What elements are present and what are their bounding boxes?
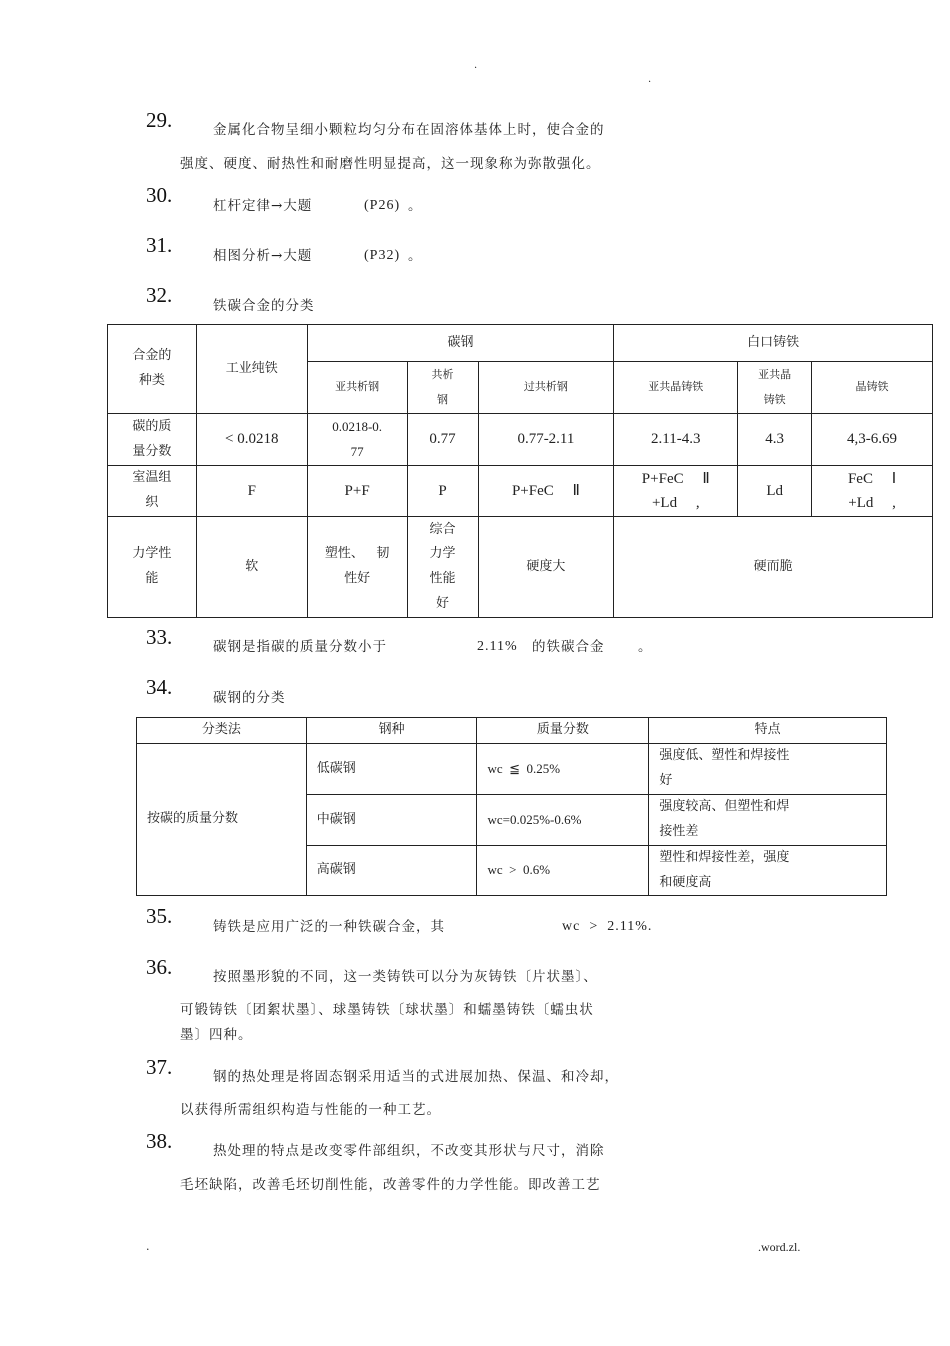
item-text: 毛坯缺陷，改善毛坯切削性能，改善零件的力学性能。即改善工艺 xyxy=(180,1177,601,1193)
cell: P+F xyxy=(307,466,407,517)
cell: 0.0218-0. 77 xyxy=(307,414,407,466)
cell: P xyxy=(407,466,478,517)
footer-source: .word.zl. xyxy=(758,1240,801,1254)
item-number: 31. xyxy=(146,233,173,257)
header-dot: . xyxy=(474,60,478,71)
cell: FeC Ⅰ +Ld , xyxy=(812,466,933,517)
item-text: 按照墨形貌的不同，这一类铸铁可以分为灰铸铁〔片状墨〕、 xyxy=(213,969,598,985)
item-end: 。 xyxy=(408,248,423,264)
item-text: 以获得所需组织构造与性能的一种工艺。 xyxy=(180,1102,441,1118)
cell: F xyxy=(196,466,307,517)
subheader: 晶铸铁 xyxy=(812,362,933,414)
cell: 综合 力学 性能 好 xyxy=(407,517,478,618)
row-label: 碳的质 量分数 xyxy=(108,414,197,466)
item-value: 2.11% xyxy=(477,639,518,654)
cell: 硬度大 xyxy=(478,517,614,618)
item-ref: (P32) xyxy=(364,248,401,263)
col-header: 分类法 xyxy=(137,718,307,744)
item-text: 墨〕四种。 xyxy=(180,1027,253,1043)
col-header: 特点 xyxy=(649,718,887,744)
item-text: 相图分析→大题 xyxy=(213,248,313,264)
item-number: 38. xyxy=(146,1129,173,1153)
cell: P+FeC Ⅱ xyxy=(478,466,614,517)
item-end: 。 xyxy=(408,198,423,214)
item-value: wc > 2.11%. xyxy=(562,919,653,934)
item-number: 32. xyxy=(146,283,173,307)
item-ref: (P26) xyxy=(364,198,401,213)
header-white-cast-iron: 白口铸铁 xyxy=(614,325,933,362)
cell: 0.77-2.11 xyxy=(478,414,614,466)
item-text: 铁碳合金的分类 xyxy=(213,298,315,314)
cell: P+FeC Ⅱ +Ld , xyxy=(614,466,738,517)
footer-dot: . xyxy=(146,1240,150,1253)
cell: wc ≦ 0.25% xyxy=(477,744,649,795)
cell: < 0.0218 xyxy=(196,414,307,466)
row-label: 力学性 能 xyxy=(108,517,197,618)
cell: 塑性和焊接性差，强度 和硬度高 xyxy=(649,846,887,896)
item-text: 可锻铸铁〔团絮状墨〕、球墨铸铁〔球状墨〕和蠕墨铸铁〔蠕虫状 xyxy=(180,1002,594,1018)
cell: 硬而脆 xyxy=(614,517,933,618)
item-number: 29. xyxy=(146,108,173,132)
cell: 中碳钢 xyxy=(306,795,477,846)
subheader: 亚共晶铸铁 xyxy=(614,362,738,414)
item-number: 34. xyxy=(146,675,173,699)
cell: 0.77 xyxy=(407,414,478,466)
item-text: 的铁碳合金 xyxy=(532,639,605,655)
cell: 软 xyxy=(196,517,307,618)
header-dot: . xyxy=(648,74,652,85)
item-number: 30. xyxy=(146,183,173,207)
item-text: 金属化合物呈细小颗粒均匀分布在固溶体基体上时，使合金的 xyxy=(213,122,605,138)
item-text: 热处理的特点是改变零件部组织，不改变其形状与尺寸，消除 xyxy=(213,1143,605,1159)
item-number: 33. xyxy=(146,625,173,649)
cell: 强度低、塑性和焊接性 好 xyxy=(649,744,887,795)
subheader: 共析 钢 xyxy=(407,362,478,414)
item-number: 36. xyxy=(146,955,173,979)
cell: 高碳钢 xyxy=(306,846,477,896)
item-text: 碳钢是指碳的质量分数小于 xyxy=(213,639,387,655)
item-text: 杠杆定律→大题 xyxy=(213,198,313,214)
col-header: 钢种 xyxy=(306,718,477,744)
cell: 2.11-4.3 xyxy=(614,414,738,466)
item-number: 37. xyxy=(146,1055,173,1079)
item-text: 铸铁是应用广泛的一种铁碳合金，其 xyxy=(213,919,445,935)
cell: 强度较高、但塑性和焊 接性差 xyxy=(649,795,887,846)
item-text: 钢的热处理是将固态钢采用适当的式进展加热、保温、和冷却， xyxy=(213,1069,619,1085)
method-cell: 按碳的质量分数 xyxy=(137,744,307,896)
item-number: 35. xyxy=(146,904,173,928)
cell: Ld xyxy=(738,466,812,517)
item-end: 。 xyxy=(638,639,653,655)
item-text: 强度、硬度、耐热性和耐磨性明显提高，这一现象称为弥散强化。 xyxy=(180,156,601,172)
cell: wc > 0.6% xyxy=(477,846,649,896)
iron-carbon-table xyxy=(107,324,933,618)
header-carbon-steel: 碳钢 xyxy=(307,325,614,362)
subheader: 亚共晶 铸铁 xyxy=(738,362,812,414)
header-pure-iron: 工业纯铁 xyxy=(196,325,307,414)
cell: 低碳钢 xyxy=(306,744,477,795)
subheader: 亚共析钢 xyxy=(307,362,407,414)
cell: 塑性、 韧 性好 xyxy=(307,517,407,618)
subheader: 过共析钢 xyxy=(478,362,614,414)
cell: 4.3 xyxy=(738,414,812,466)
cell: 4,3-6.69 xyxy=(812,414,933,466)
col-header: 质量分数 xyxy=(477,718,649,744)
item-text: 碳钢的分类 xyxy=(213,690,286,706)
carbon-steel-table xyxy=(136,717,887,896)
cell: wc=0.025%-0.6% xyxy=(477,795,649,846)
row-label: 室温组 织 xyxy=(108,466,197,517)
header-alloy-kind: 合金的 种类 xyxy=(108,325,197,414)
